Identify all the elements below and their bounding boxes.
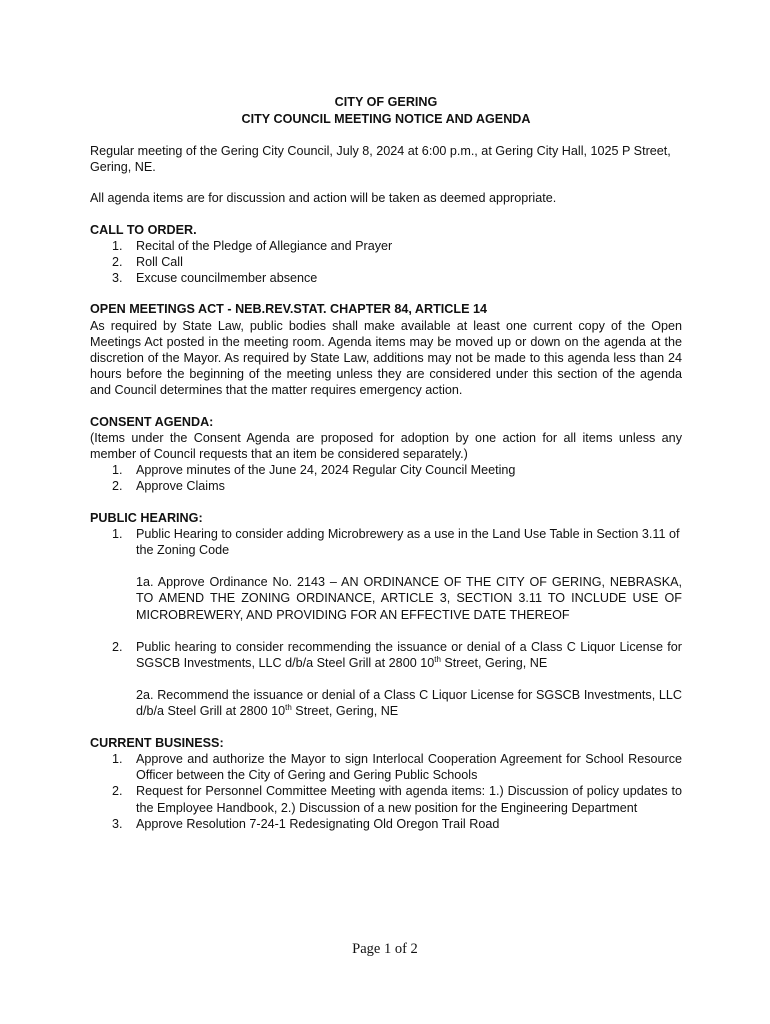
ordinance-subitem: 1a. Approve Ordinance No. 2143 – AN ORDINANCE OF THE CITY OF GERING, NEBRASKA, TO AMEND THE ZONING ORDINANCE, ARTICLE 3, SECTION 3.11 TO INCLUDE USE OF MICROBREWERY, AND PROVIDING FOR AN EFFECTIVE DATE THEREOF bbox=[136, 575, 682, 622]
item-number: 3. bbox=[112, 816, 123, 831]
item-text: Excuse councilmember absence bbox=[136, 271, 318, 286]
open-meetings-heading: OPEN MEETINGS ACT - NEB.REV.STAT. CHAPTER 84, ARTICLE 14 bbox=[90, 302, 487, 317]
list-item bbox=[90, 238, 682, 254]
current-business-list bbox=[90, 751, 682, 832]
call-to-order-list bbox=[90, 238, 682, 287]
consent-agenda-text: (Items under the Consent Agenda are proposed for adoption by one action for all items unless any member of Council requests that an item be considered separately.) bbox=[90, 430, 682, 462]
page-number: Page 1 of 2 bbox=[352, 941, 418, 957]
item-number: 3. bbox=[112, 271, 123, 286]
public-hearing-heading: PUBLIC HEARING: bbox=[90, 510, 203, 525]
public-hearing-section bbox=[90, 510, 682, 720]
item-text: Approve minutes of the June 24, 2024 Regular City Council Meeting bbox=[136, 463, 516, 478]
list-item bbox=[90, 270, 682, 286]
list-item bbox=[90, 478, 682, 494]
document-title bbox=[90, 94, 682, 128]
list-item bbox=[90, 816, 682, 832]
list-item bbox=[90, 783, 682, 815]
item-number: 1. bbox=[112, 463, 123, 478]
ordinal-suffix: th bbox=[434, 654, 441, 664]
public-hearing-list bbox=[90, 526, 682, 558]
subitem-text: 2a. Recommend the issuance or denial of a Class C Liquor License for SGSCB Investments, LLC d/b/a Steel Grill at 2800 10 bbox=[136, 688, 682, 719]
liquor-license-subitem bbox=[90, 687, 682, 719]
item-number: 1. bbox=[112, 526, 123, 541]
item-number: 2. bbox=[112, 255, 123, 270]
item-text: Approve Claims bbox=[136, 479, 225, 494]
call-to-order-section bbox=[90, 222, 682, 287]
item-number: 1. bbox=[112, 238, 123, 253]
item-text-end: Street, Gering, NE bbox=[440, 656, 548, 671]
current-business-heading: CURRENT BUSINESS: bbox=[90, 735, 224, 750]
public-hearing-list-2 bbox=[90, 639, 682, 671]
item-number: 2. bbox=[112, 639, 123, 654]
item-text: Approve Resolution 7-24-1 Redesignating Old Oregon Trail Road bbox=[136, 816, 500, 831]
call-to-order-heading: CALL TO ORDER. bbox=[90, 222, 197, 237]
city-name: CITY OF GERING bbox=[334, 95, 438, 109]
list-item bbox=[90, 639, 682, 671]
list-item bbox=[90, 254, 682, 270]
discussion-note: All agenda items are for discussion and action will be taken as deemed appropriate. bbox=[90, 191, 557, 206]
consent-agenda-list bbox=[90, 462, 682, 494]
list-item bbox=[90, 751, 682, 783]
current-business-section bbox=[90, 735, 682, 832]
ordinal-suffix: th bbox=[285, 703, 292, 713]
item-number: 2. bbox=[112, 479, 123, 494]
consent-agenda-section bbox=[90, 414, 682, 495]
open-meetings-section bbox=[90, 301, 682, 398]
consent-agenda-heading: CONSENT AGENDA: bbox=[90, 414, 214, 429]
meeting-intro: Regular meeting of the Gering City Council, July 8, 2024 at 6:00 p.m., at Gering City Hall, 1025 P Street, Gering, NE. bbox=[90, 144, 671, 175]
item-text: Public Hearing to consider adding Microbrewery as a use in the Land Use Table in Section 3.11 of the Zoning Code bbox=[136, 526, 680, 558]
agenda-document bbox=[90, 94, 682, 832]
item-text: Approve and authorize the Mayor to sign Interlocal Cooperation Agreement for School Resource Officer between the City of Gering and Gering Public Schools bbox=[136, 751, 682, 783]
item-text: Request for Personnel Committee Meeting with agenda items: 1.) Discussion of policy updates to the Employee Handbook, 2.) Discussion of a new position for the Engineering Department bbox=[136, 784, 682, 815]
item-text: Recital of the Pledge of Allegiance and Prayer bbox=[136, 238, 393, 253]
item-text: Public hearing to consider recommending the issuance or denial of a Class C Liquor License for SGSCB Investments, LLC d/b/a Steel Grill at 2800 10 bbox=[136, 639, 682, 671]
list-item bbox=[90, 462, 682, 478]
list-item bbox=[90, 526, 682, 558]
item-text: Roll Call bbox=[136, 255, 183, 270]
subitem-text-end: Street, Gering, NE bbox=[291, 704, 399, 719]
item-number: 1. bbox=[112, 751, 123, 766]
notice-title: CITY COUNCIL MEETING NOTICE AND AGENDA bbox=[241, 112, 531, 126]
open-meetings-text: As required by State Law, public bodies shall make available at least one current copy of the Open Meetings Act posted in the meeting room. Agenda items may be moved up or down on the agenda at the discretion of the Mayor. As required by State Law, additions may not be made to this agenda less than 24 hours before the beginning of the meeting unless they are considered under this section of the agenda and Council determines that the matter requires emergency action. bbox=[90, 318, 682, 398]
item-number: 2. bbox=[112, 784, 123, 799]
